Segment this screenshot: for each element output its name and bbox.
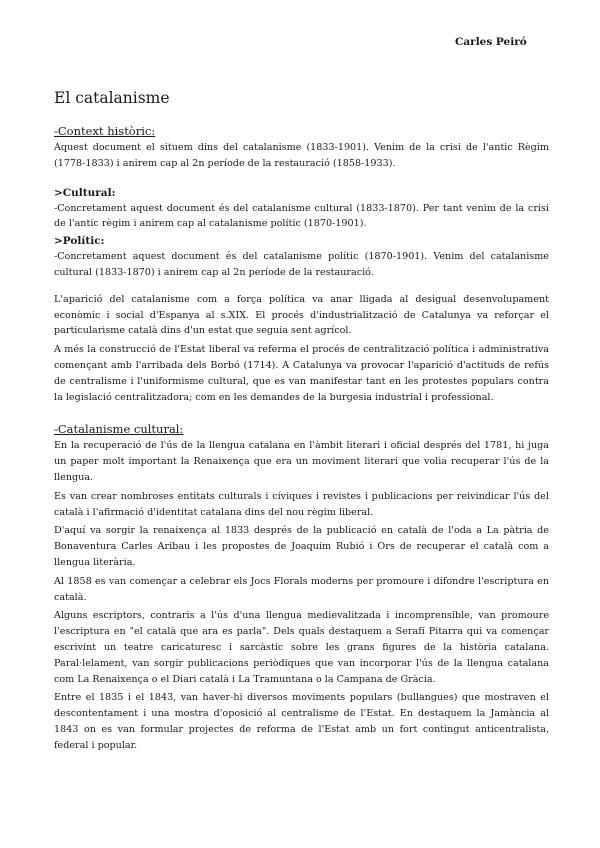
cultural-paragraph-5: Alguns escriptors, contraris a l'ús d'una llengua medievalitzada i incomprensible, van promoure l'escriptura en "el català que ara es parla". Dels quals destaquem a Serafí Pitarra qui va començar escrivint un teatre caricaturesc i sarcàstic sobre les grans figures de la història catalana. Paral·lelament, van sorgir publicacions periòdiques que van incorporar l'ús de la llengua catalana com La Renaixença o el Diari català i La Tramuntana o la Campana de Gràcia. [54,610,549,685]
context-paragraph-2: A més la construcció de l'Estat liberal va referma el procés de centralització política i administrativa començant amb l'arribada dels Borbó (1714). A Catalunya va provocar l'aparició d'actituds de refús de centralisme i l'uniformisme cultural, que es van manifestar tant en les protestes populars contra la legislació centralitzadora; com en les demandes de la burgesia industrial i professional. [54,344,549,403]
context-heading: -Context històric: [54,124,156,138]
cultural-heading: -Catalanisme cultural: [54,422,184,437]
politic-text: -Concretament aquest document és del catalanisme polític (1870-1901). Venim del catalanisme cultural (1833-1870) i anirem cap al 2n període de la restauració. [54,251,549,278]
cultural-text: -Concretament aquest document és del catalanisme cultural (1833-1870). Per tant venim de la crisi de l'antic règim i anirem cap al catalanisme polític (1870-1901). [54,202,549,230]
context-paragraph-1: L'aparició del catalanisme com a força política va anar lligada al desigual desenvolupament econòmic i social d'Espanya al s.XIX. El procés d'industrialització de Catalunya va reforçar el particularisme català dins d'un estat que seguia sent agrícol. [54,293,549,337]
context-intro: Aquest document el situem dins del catalanisme (1833-1901). Venim de la crisi de l'antic Règim (1778-1833) i anirem cap al 2n període de la restauració (1858-1933). [54,142,549,169]
cultural-paragraph-1: En la recuperació de l'ús de la llengua catalana en l'àmbit literari i oficial després del 1781, hi juga un paper molt important la Renaixença que era un moviment literari que volia recuperar l'ús de la llengua. [54,440,549,483]
cultural-paragraph-4: Al 1858 es van començar a celebrar els Jocs Florals moderns per promoure i difondre l'escriptura en català. [54,575,549,603]
cultural-paragraph-3: D'aquí va sorgir la renaixença al 1833 després de la publicació en català de l'oda a La pàtria de Bonaventura Carles Aribau i les propostes de Joaquim Rubió i Ors de recuperar el català com a llengua literària. [54,525,549,568]
document-body [54,124,549,757]
cultural-paragraph-6: Entre el 1835 i el 1843, van haver-hi diversos moviments populars (bullangues) que mostraven el descontentament i una mostra d'oposició al centralisme de l'Estat. En destaquem la Jamància al 1843 on es van formular projectes de reforma de l'Estat amb un fort contingut anticentralista, federal i popular. [54,692,549,751]
cultural-label: >Cultural: [54,186,116,199]
cultural-paragraph-2: Es van crear nombroses entitats culturals i cíviques i revistes i publicacions per reivindicar l'ús del català i l'afirmació d'identitat catalana dins del nou règim liberal. [54,490,549,518]
page-title: El catalanisme [54,89,170,107]
author-name: Carles Peiró [455,36,527,48]
politic-label: >Polític: [54,235,105,248]
